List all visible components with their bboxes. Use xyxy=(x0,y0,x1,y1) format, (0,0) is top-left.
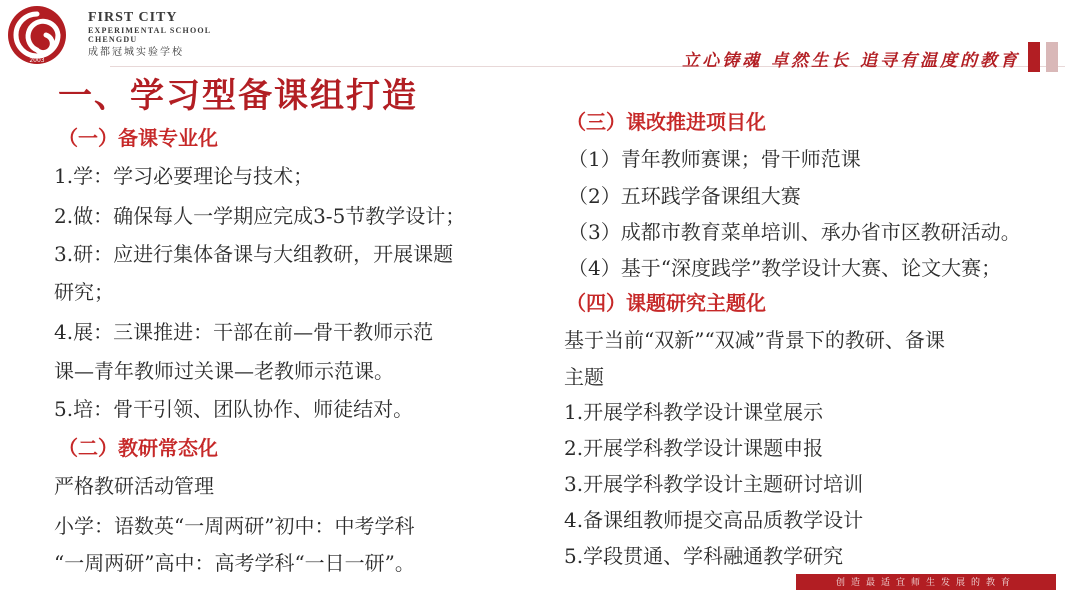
school-name-cn: 成都冠城实验学校 xyxy=(88,47,184,58)
school-name-en-2: EXPERIMENTAL SCHOOL xyxy=(88,26,212,35)
text-line: 严格教研活动管理 xyxy=(54,474,214,498)
section-title-2: （二）教研常态化 xyxy=(58,436,218,460)
section-title-4: （四）课题研究主题化 xyxy=(566,291,766,315)
text-line: “一周两研”高中：高考学科“一日一研”。 xyxy=(54,551,415,575)
text-line: 主题 xyxy=(564,365,604,389)
school-name-en-3: CHENGDU xyxy=(88,35,138,44)
spiral-logo-icon xyxy=(6,4,68,66)
text-line: 基于当前“双新”“双减”背景下的教研、备课 xyxy=(564,328,945,352)
text-line: 4.备课组教师提交高品质教学设计 xyxy=(564,508,864,532)
text-line: 3.研：应进行集体备课与大组教研，开展课题 xyxy=(54,242,454,266)
text-line: （2）五环践学备课组大赛 xyxy=(568,184,801,208)
text-line: 2.开展学科教学设计课题申报 xyxy=(564,436,824,460)
slogan: 立心铸魂 卓然生长 追寻有温度的教育 xyxy=(682,51,1020,71)
text-line: 1.开展学科教学设计课堂展示 xyxy=(564,400,824,424)
section-title-3: （三）课改推进项目化 xyxy=(566,110,766,134)
text-line: 研究； xyxy=(54,280,114,304)
page-title: 一、学习型备课组打造 xyxy=(58,76,418,116)
school-name-en: FIRST CITY xyxy=(88,10,178,25)
corner-accent-bar xyxy=(1028,42,1040,72)
corner-accent-bar-light xyxy=(1046,42,1058,72)
text-line: 2.做：确保每人一学期应完成3-5节教学设计； xyxy=(54,204,466,228)
text-line: 1.学：学习必要理论与技术； xyxy=(54,164,314,188)
text-line: 5.培：骨干引领、团队协作、师徒结对。 xyxy=(54,397,414,421)
text-line: 4.展：三课推进：干部在前—骨干教师示范 xyxy=(54,320,434,344)
section-title-1: （一）备课专业化 xyxy=(58,126,218,150)
text-line: 小学：语数英“一周两研”初中：中考学科 xyxy=(54,514,415,538)
text-line: 课—青年教师过关课—老教师示范课。 xyxy=(54,359,394,383)
text-line: （3）成都市教育菜单培训、承办省市区教研活动。 xyxy=(568,220,1021,244)
logo-year: 2003 xyxy=(29,57,45,64)
text-line: 5.学段贯通、学科融通教学研究 xyxy=(564,544,844,568)
text-line: （1）青年教师赛课；骨干师范课 xyxy=(568,147,861,171)
text-line: （4）基于“深度践学”教学设计大赛、论文大赛； xyxy=(568,256,1002,280)
footer-text: 创造最适宜师生发展的教育 xyxy=(835,578,1016,588)
text-line: 3.开展学科教学设计主题研讨培训 xyxy=(564,472,864,496)
